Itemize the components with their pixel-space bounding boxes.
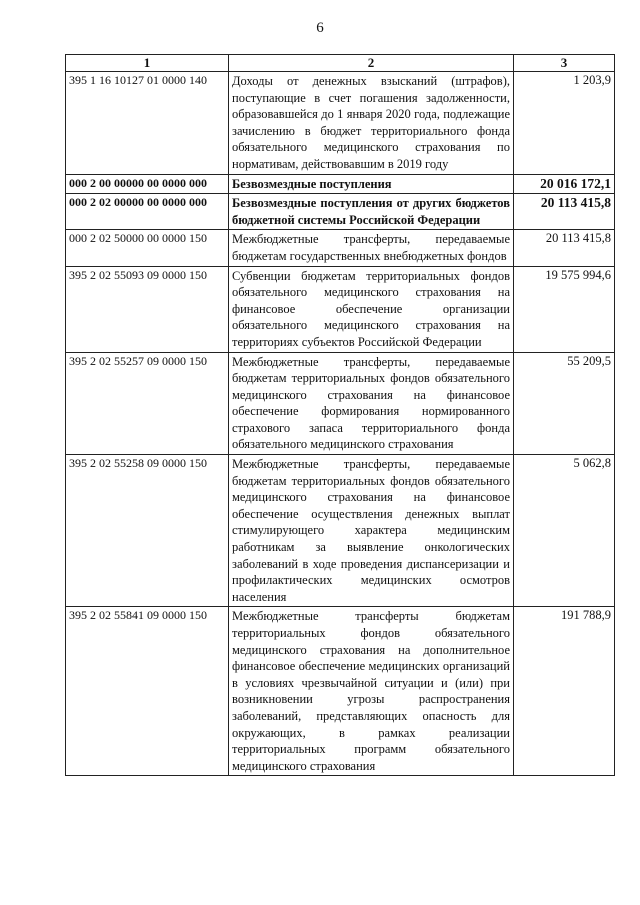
row-code: 395 1 16 10127 01 0000 140	[66, 72, 229, 175]
table-row	[66, 72, 615, 175]
row-amount: 1 203,9	[514, 72, 615, 175]
row-amount: 20 016 172,1	[514, 174, 615, 194]
table-row	[66, 174, 615, 194]
row-code: 395 2 02 55257 09 0000 150	[66, 352, 229, 455]
row-amount: 20 113 415,8	[514, 194, 615, 230]
row-amount: 191 788,9	[514, 607, 615, 776]
table-row	[66, 352, 615, 455]
table-header-row	[66, 55, 615, 72]
row-code: 000 2 02 50000 00 0000 150	[66, 230, 229, 266]
row-description: Безвозмездные поступления от других бюджетов бюджетной системы Российской Федерации	[229, 194, 514, 230]
page-number: 6	[316, 20, 324, 36]
row-code: 395 2 02 55258 09 0000 150	[66, 455, 229, 607]
row-description: Межбюджетные трансферты бюджетам территориальных фондов обязательного медицинского страхования на дополнительное финансовое обеспечение медицинских организаций в условиях чрезвычайной ситуации и (или) при возникновении угрозы распространения заболеваний, представляющих опасность для окружающих, в рамках реализации территориальных программ обязательного медицинского страхования	[229, 607, 514, 776]
row-amount: 20 113 415,8	[514, 230, 615, 266]
row-description: Безвозмездные поступления	[229, 174, 514, 194]
row-description: Межбюджетные трансферты, передаваемые бюджетам государственных внебюджетных фондов	[229, 230, 514, 266]
row-code: 000 2 02 00000 00 0000 000	[66, 194, 229, 230]
row-amount: 5 062,8	[514, 455, 615, 607]
row-code: 395 2 02 55841 09 0000 150	[66, 607, 229, 776]
row-amount: 19 575 994,6	[514, 266, 615, 352]
row-description: Межбюджетные трансферты, передаваемые бюджетам территориальных фондов обязательного медицинского страхования на финансовое обеспечение формирования нормированного страхового запаса территориального фонда обязательного медицинского страхования	[229, 352, 514, 455]
table-row	[66, 194, 615, 230]
row-description: Субвенции бюджетам территориальных фондов обязательного медицинского страхования на финансовое обеспечение организации обязательного медицинского страхования на территориях субъектов Российской Федерации	[229, 266, 514, 352]
row-amount: 55 209,5	[514, 352, 615, 455]
row-description: Доходы от денежных взысканий (штрафов), поступающие в счет погашения задолженности, образовавшейся до 1 января 2020 года, подлежащие зачислению в бюджет территориального фонда обязательного медицинского страхования по нормативам, действовавшим в 2019 году	[229, 72, 514, 175]
column-header-description: 2	[229, 55, 514, 72]
column-header-code: 1	[66, 55, 229, 72]
row-description: Межбюджетные трансферты, передаваемые бюджетам территориальных фондов обязательного медицинского страхования на финансовое обеспечение осуществления денежных выплат стимулирующего характера медицинским работникам за выявление онкологических заболеваний в ходе проведения диспансеризации и профилактических медицинских осмотров населения	[229, 455, 514, 607]
column-header-amount: 3	[514, 55, 615, 72]
table-row	[66, 266, 615, 352]
row-code: 000 2 00 00000 00 0000 000	[66, 174, 229, 194]
table-row	[66, 455, 615, 607]
budget-revenue-table	[65, 54, 615, 776]
table-row	[66, 607, 615, 776]
table-row	[66, 230, 615, 266]
row-code: 395 2 02 55093 09 0000 150	[66, 266, 229, 352]
